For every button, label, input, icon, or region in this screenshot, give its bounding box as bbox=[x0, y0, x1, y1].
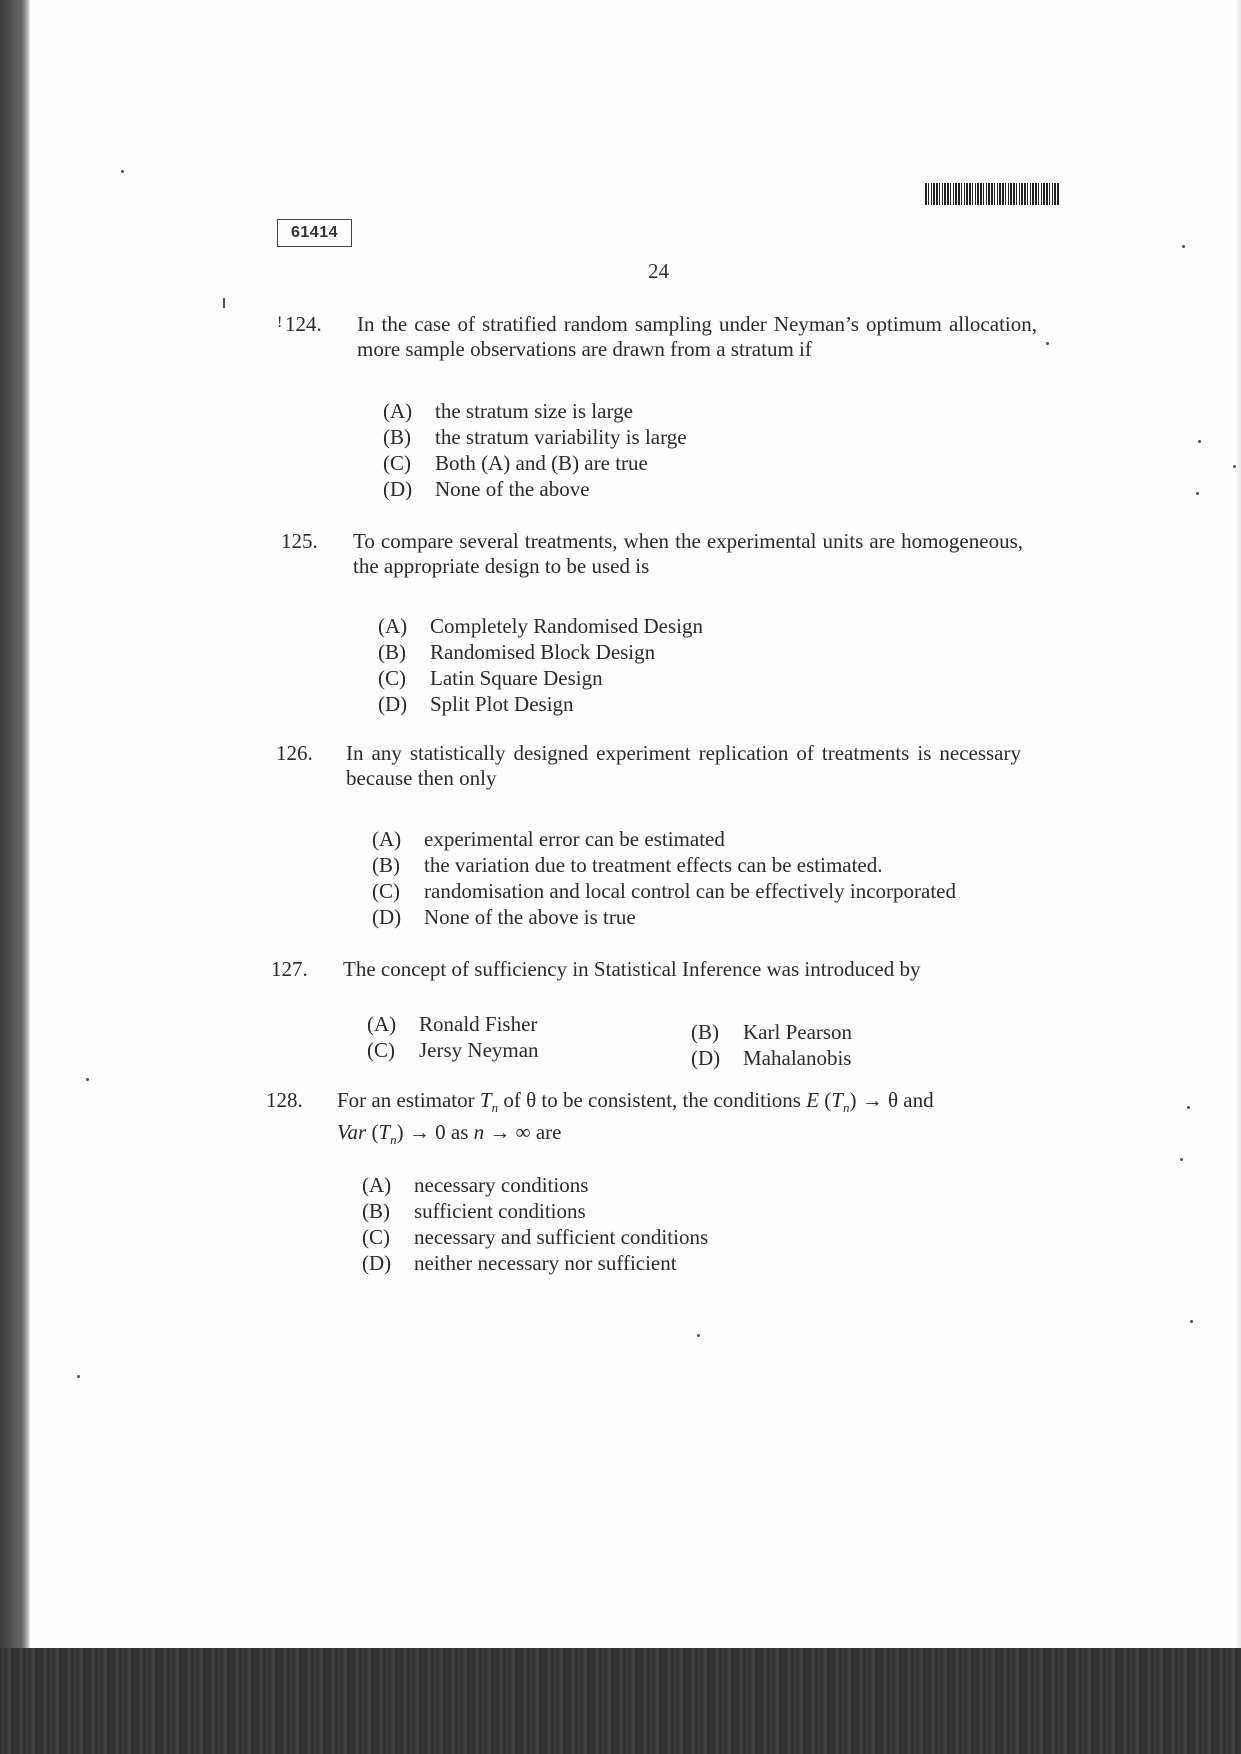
scan-speck bbox=[1233, 465, 1236, 468]
option: (D) Mahalanobis bbox=[691, 1046, 852, 1070]
exam-page bbox=[30, 0, 1241, 1650]
question-number: 126. bbox=[276, 741, 313, 765]
option: (C) Jersy Neyman bbox=[367, 1038, 539, 1062]
scan-speck bbox=[1190, 1320, 1193, 1323]
scan-speck bbox=[86, 1078, 89, 1081]
option: (C) Both (A) and (B) are true bbox=[383, 451, 648, 475]
scan-speck bbox=[697, 1334, 700, 1337]
booklet-code: 61414 bbox=[277, 219, 352, 247]
page-right-edge bbox=[1235, 0, 1241, 1650]
option: (A) necessary conditions bbox=[362, 1173, 589, 1197]
barcode bbox=[925, 183, 1060, 205]
scan-speck bbox=[223, 298, 225, 308]
scan-speck bbox=[1180, 1158, 1183, 1161]
option: (B) Randomised Block Design bbox=[378, 640, 656, 664]
question-stem: The concept of sufficiency in Statistical Inference was introduced by bbox=[343, 957, 921, 981]
option: (B) Karl Pearson bbox=[691, 1020, 853, 1044]
question-number: 127. bbox=[271, 957, 308, 981]
options-125 bbox=[378, 613, 703, 717]
question-number: 128. bbox=[266, 1088, 303, 1112]
question-number: 125. bbox=[281, 529, 318, 553]
option: (C) necessary and sufficient conditions bbox=[362, 1225, 709, 1249]
question-marker: ! bbox=[277, 314, 283, 331]
question-stem: To compare several treatments, when the experimental units are homogeneous, the appropriate design to be used is bbox=[353, 529, 1023, 578]
option: (B) the variation due to treatment effects can be estimated. bbox=[372, 853, 883, 877]
scan-speck bbox=[1187, 1106, 1190, 1109]
option: (A) Ronald Fisher bbox=[367, 1012, 538, 1036]
options-128 bbox=[362, 1172, 708, 1276]
question-number: 124. bbox=[285, 312, 322, 336]
question-stem: For an estimator $T_n$ of θ to be consistent, the conditions E $(T_n) \to \theta$ and Var $(T_n) \to 0$ as n → ∞ are bbox=[337, 1088, 934, 1148]
scan-speck bbox=[1182, 245, 1185, 248]
scan-speck bbox=[77, 1375, 80, 1378]
scanner-bottom-strip bbox=[0, 1648, 1241, 1754]
question-stem: In the case of stratified random sampling under Neyman’s optimum allocation, more sample observations are drawn from a stratum if bbox=[357, 312, 1037, 361]
option: (C) randomisation and local control can be effectively incorporated bbox=[372, 879, 956, 903]
scan-speck bbox=[1198, 440, 1201, 443]
option: (B) the stratum variability is large bbox=[383, 425, 687, 449]
page-number: 24 bbox=[648, 259, 669, 283]
option: (D) None of the above bbox=[383, 477, 590, 501]
question-stem: In any statistically designed experiment replication of treatments is necessary because then only bbox=[346, 741, 1021, 790]
scan-speck bbox=[1196, 492, 1199, 495]
options-126 bbox=[372, 826, 956, 930]
option: (D) None of the above is true bbox=[372, 905, 636, 929]
option: (A) Completely Randomised Design bbox=[378, 614, 703, 638]
option: (A) the stratum size is large bbox=[383, 399, 633, 423]
scan-speck bbox=[1046, 342, 1049, 345]
options-124 bbox=[383, 398, 687, 502]
option: (A) experimental error can be estimated bbox=[372, 827, 725, 851]
option: (D) Split Plot Design bbox=[378, 692, 574, 716]
option: (C) Latin Square Design bbox=[378, 666, 603, 690]
option: (B) sufficient conditions bbox=[362, 1199, 586, 1223]
option: (D) neither necessary nor sufficient bbox=[362, 1251, 677, 1275]
scan-speck bbox=[121, 170, 124, 173]
